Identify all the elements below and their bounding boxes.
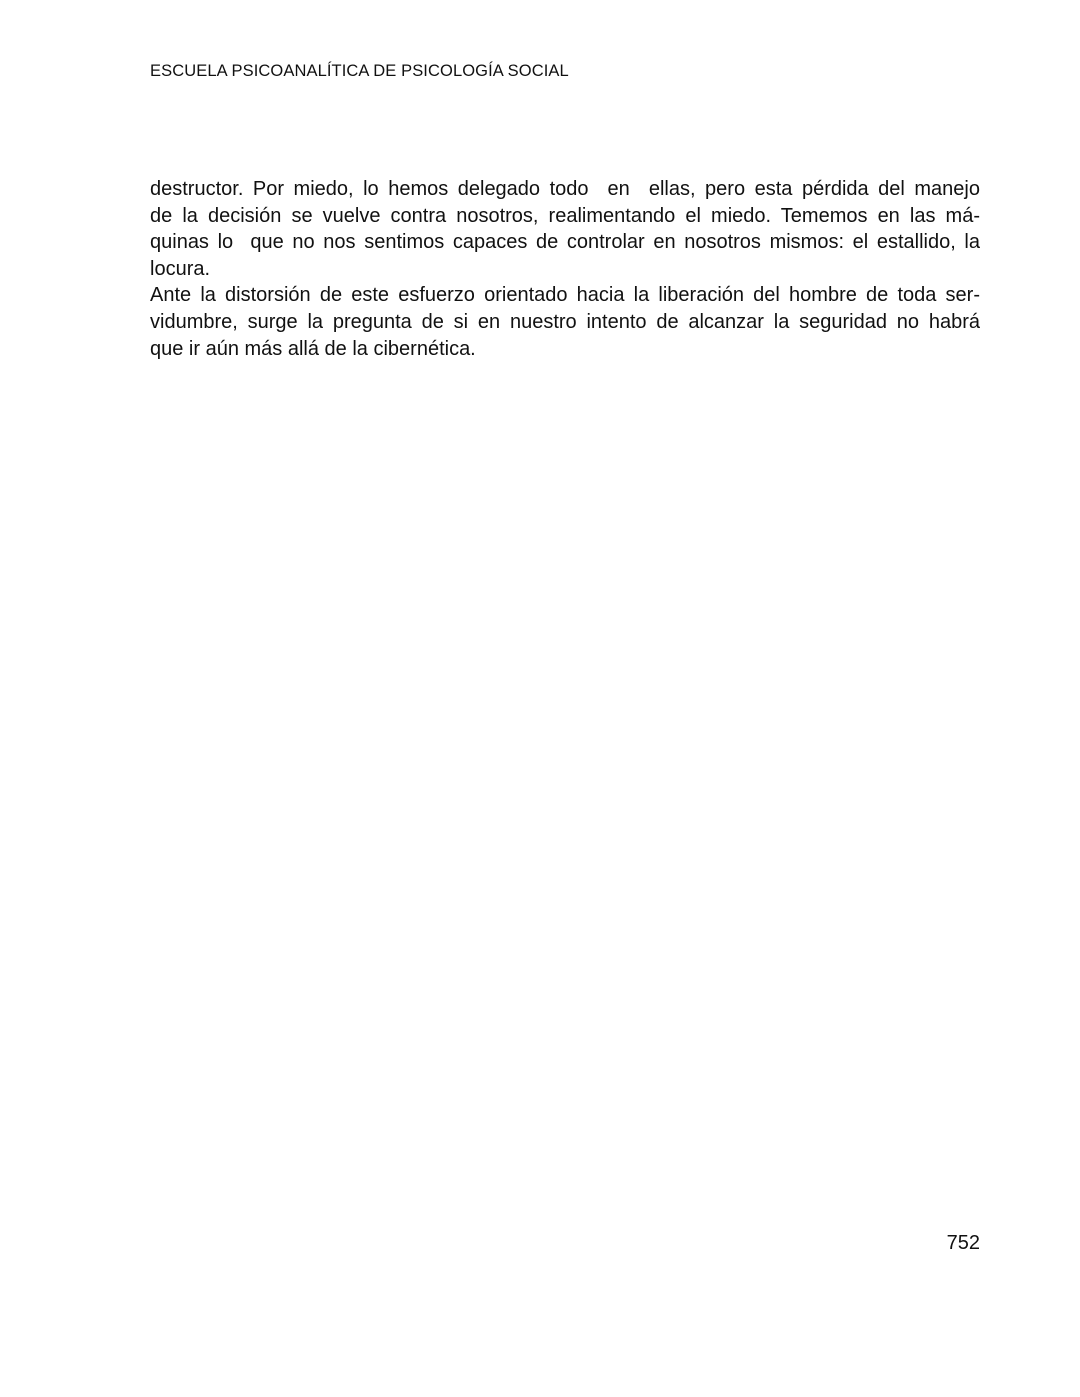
text-line: de la decisión se vuelve contra nosotros, realimentando el miedo. Tememos en las má- (150, 204, 980, 227)
paragraph (150, 176, 980, 282)
running-header: ESCUELA PSICOANALÍTICA DE PSICOLOGÍA SOCIAL (150, 62, 569, 80)
body-text (150, 176, 980, 362)
text-line: vidumbre, surge la pregunta de si en nuestro intento de alcanzar la seguridad no habrá (150, 310, 980, 333)
text-line: quinas lo que no nos sentimos capaces de controlar en nosotros mismos: el estallido, la (150, 231, 980, 254)
text-line: Ante la distorsión de este esfuerzo orientado hacia la liberación del hombre de toda ser- (150, 284, 980, 307)
text-line: locura. (150, 257, 211, 280)
page-number: 752 (946, 1232, 980, 1254)
paragraph (150, 282, 980, 362)
text-line: que ir aún más allá de la cibernética. (150, 337, 476, 360)
text-line: destructor. Por miedo, lo hemos delegado todo en ellas, pero esta pérdida del manejo (150, 178, 980, 200)
